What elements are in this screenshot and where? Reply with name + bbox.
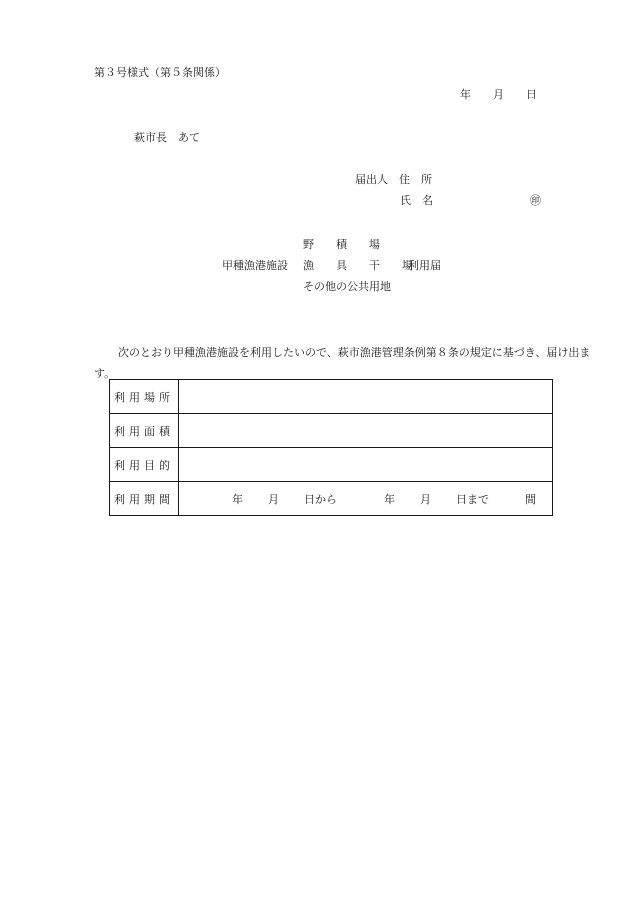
table-row <box>110 482 553 516</box>
row-label-purpose: 利用目的 <box>110 448 179 482</box>
period-field[interactable] <box>179 482 553 516</box>
row-label-period: 利用期間 <box>110 482 179 516</box>
usage-table <box>109 379 553 516</box>
form-number: 第３号様式（第５条関係） <box>94 66 226 79</box>
table-row <box>110 414 553 448</box>
period-end-year-label: 年 <box>384 492 395 506</box>
period-end-month-label: 月 <box>420 492 431 506</box>
body-text: 次のとおり甲種漁港施設を利用したいので、萩市漁港管理条例第８条の規定に基づき、届け出ます。 <box>94 346 591 380</box>
purpose-field[interactable] <box>179 448 553 482</box>
period-end-day-label: 日まで <box>456 492 489 506</box>
addressee: 萩市長 あて <box>134 131 200 144</box>
title-prefix: 甲種漁港施設 <box>222 259 288 272</box>
date-line <box>460 88 537 102</box>
title-option-other-public-land: その他の公共用地 <box>303 280 391 293</box>
area-field[interactable] <box>179 414 553 448</box>
applicant-name-label: 氏 名 <box>400 194 433 207</box>
row-label-location: 利用場所 <box>110 380 179 414</box>
title-option-gear-drying-yard: 漁 具 干 場 <box>303 259 413 272</box>
date-month-label: 月 <box>493 88 504 101</box>
period-start-month-label: 月 <box>268 492 279 506</box>
applicant-address-label: 届出人 住 所 <box>355 173 432 186</box>
table-row <box>110 380 553 414</box>
row-label-area: 利用面積 <box>110 414 179 448</box>
title-suffix: 利用届 <box>408 259 441 272</box>
period-start-day-label: 日から <box>304 492 337 506</box>
date-year-label: 年 <box>460 88 471 101</box>
title-option-storage-yard: 野 積 場 <box>303 238 380 251</box>
period-days-label: 間 <box>525 492 536 506</box>
seal-mark: ㊞ <box>530 194 541 207</box>
date-day-label: 日 <box>526 88 537 101</box>
location-field[interactable] <box>179 380 553 414</box>
table-row <box>110 448 553 482</box>
period-start-year-label: 年 <box>232 492 243 506</box>
